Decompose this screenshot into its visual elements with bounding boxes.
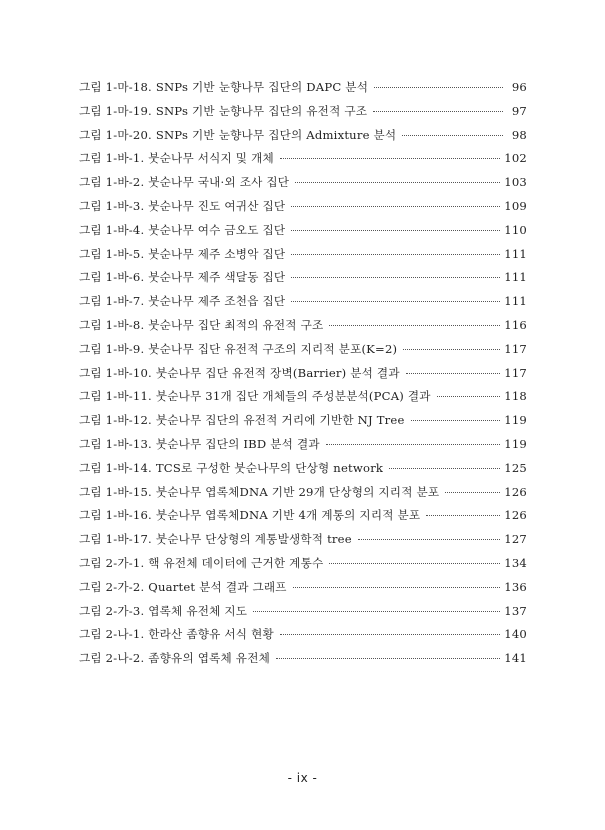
toc-entry-page: 141 [504,651,527,666]
dot-leader [373,111,503,112]
toc-entry-page: 127 [504,532,527,547]
toc-entry[interactable] [79,460,527,484]
dot-leader [358,539,500,540]
toc-entry-title: 그림 1-바-7. 붓순나무 제주 조천읍 집단 [79,294,286,309]
toc-entry-title: 그림 1-바-8. 붓순나무 집단 최적의 유전적 구조 [79,317,324,332]
toc-entry-page: 96 [511,80,527,94]
toc-entry-page: 118 [504,389,527,404]
toc-entry-page: 116 [504,317,527,332]
toc-entry-title: 그림 1-바-17. 붓순나무 단상형의 계통발생학적 tree [79,532,352,547]
dot-leader [426,515,500,516]
toc-entry-title: 그림 1-마-18. SNPs 기반 눈향나무 집단의 DAPC 분석 [79,80,369,94]
toc-entry-page: 126 [504,484,527,499]
toc-entry[interactable] [79,127,527,151]
toc-entry[interactable] [79,341,527,365]
dot-leader [291,301,500,302]
toc-entry-page: 109 [504,198,527,213]
dot-leader [445,492,500,493]
toc-entry-title: 그림 1-바-15. 붓순나무 엽록체DNA 기반 29개 단상형의 지리적 분포 [79,484,440,499]
dot-leader [406,373,501,374]
toc-entry[interactable] [79,174,527,198]
toc-entry-title: 그림 1-바-6. 붓순나무 제주 색달동 집단 [79,270,286,285]
toc-entry-page: 110 [504,222,527,237]
toc-entry-title: 그림 1-바-2. 붓순나무 국내·외 조사 집단 [79,175,290,190]
toc-entry-page: 136 [504,579,527,594]
dot-leader [437,396,501,397]
toc-entry[interactable] [79,412,527,436]
toc-entry[interactable] [79,531,527,555]
toc-entry[interactable] [79,293,527,317]
figure-list [79,79,527,674]
toc-entry-title: 그림 2-가-2. Quartet 분석 결과 그래프 [79,579,287,594]
dot-leader [389,468,500,469]
toc-entry[interactable] [79,436,527,460]
toc-entry[interactable] [79,388,527,412]
toc-entry[interactable] [79,365,527,389]
toc-entry-title: 그림 1-마-20. SNPs 기반 눈향나무 집단의 Admixture 분석 [79,127,397,142]
dot-leader [291,277,500,278]
toc-entry-page: 111 [504,270,527,285]
dot-leader [293,587,501,588]
dot-leader [329,563,500,564]
toc-entry-page: 119 [504,413,527,428]
toc-entry-page: 97 [511,103,527,118]
toc-entry[interactable] [79,317,527,341]
dot-leader [403,349,500,350]
toc-entry[interactable] [79,198,527,222]
toc-entry-title: 그림 1-바-13. 붓순나무 집단의 IBD 분석 결과 [79,436,320,451]
toc-entry-page: 140 [504,627,527,642]
toc-entry[interactable] [79,222,527,246]
dot-leader [253,611,500,612]
toc-entry[interactable] [79,79,527,103]
toc-entry-title: 그림 1-바-14. TCS로 구성한 붓순나무의 단상형 network [79,460,384,475]
toc-entry[interactable] [79,555,527,579]
toc-entry[interactable] [79,650,527,674]
toc-entry-title: 그림 1-바-5. 붓순나무 제주 소병악 집단 [79,246,286,261]
dot-leader [374,87,503,88]
toc-entry-page: 137 [504,603,527,618]
page-number: - ix - [287,771,318,785]
toc-entry[interactable] [79,579,527,603]
toc-entry[interactable] [79,484,527,508]
toc-entry-title: 그림 1-바-11. 붓순나무 31개 집단 개체들의 주성분분석(PCA) 결과 [79,389,431,404]
dot-leader [295,182,500,183]
toc-entry-title: 그림 2-나-2. 좀향유의 엽록체 유전체 [79,651,271,666]
toc-entry-page: 125 [504,460,527,475]
toc-entry-page: 103 [504,175,527,190]
toc-entry-page: 134 [504,555,527,570]
toc-entry-title: 그림 1-바-4. 붓순나무 여수 금오도 집단 [79,222,286,237]
toc-entry[interactable] [79,103,527,127]
toc-entry-page: 111 [504,294,527,309]
dot-leader [291,206,500,207]
dot-leader [402,135,503,136]
toc-entry-page: 117 [504,365,527,380]
dot-leader [411,420,501,421]
toc-entry[interactable] [79,246,527,270]
toc-entry-page: 111 [504,246,527,261]
toc-entry-title: 그림 1-바-1. 붓순나무 서식지 및 개체 [79,151,274,166]
toc-entry-title: 그림 1-바-3. 붓순나무 진도 여귀산 집단 [79,198,286,213]
toc-entry-page: 119 [504,436,527,451]
toc-entry-page: 126 [504,508,527,523]
toc-entry-title: 그림 2-가-3. 엽록체 유전체 지도 [79,603,248,618]
toc-entry[interactable] [79,626,527,650]
toc-entry-title: 그림 2-가-1. 핵 유전체 데이터에 근거한 계통수 [79,555,324,570]
toc-entry[interactable] [79,603,527,627]
toc-entry-title: 그림 2-나-1. 한라산 좀향유 서식 현황 [79,627,274,642]
toc-entry-page: 98 [511,127,527,142]
dot-leader [291,254,500,255]
toc-entry-title: 그림 1-바-10. 붓순나무 집단 유전적 장벽(Barrier) 분석 결과 [79,365,400,380]
dot-leader [291,230,500,231]
dot-leader [326,444,501,445]
toc-entry-title: 그림 1-마-19. SNPs 기반 눈향나무 집단의 유전적 구조 [79,103,368,118]
dot-leader [280,634,500,635]
toc-entry[interactable] [79,150,527,174]
toc-entry[interactable] [79,269,527,293]
toc-entry-title: 그림 1-바-12. 붓순나무 집단의 유전적 거리에 기반한 NJ Tree [79,413,405,428]
toc-entry-page: 102 [504,151,527,166]
toc-entry-page: 117 [504,341,527,356]
toc-entry-title: 그림 1-바-9. 붓순나무 집단 유전적 구조의 지리적 분포(K=2) [79,341,398,356]
dot-leader [329,325,500,326]
toc-entry-title: 그림 1-바-16. 붓순나무 엽록체DNA 기반 4개 계통의 지리적 분포 [79,508,421,523]
toc-entry[interactable] [79,507,527,531]
dot-leader [280,158,500,159]
dot-leader [276,658,500,659]
